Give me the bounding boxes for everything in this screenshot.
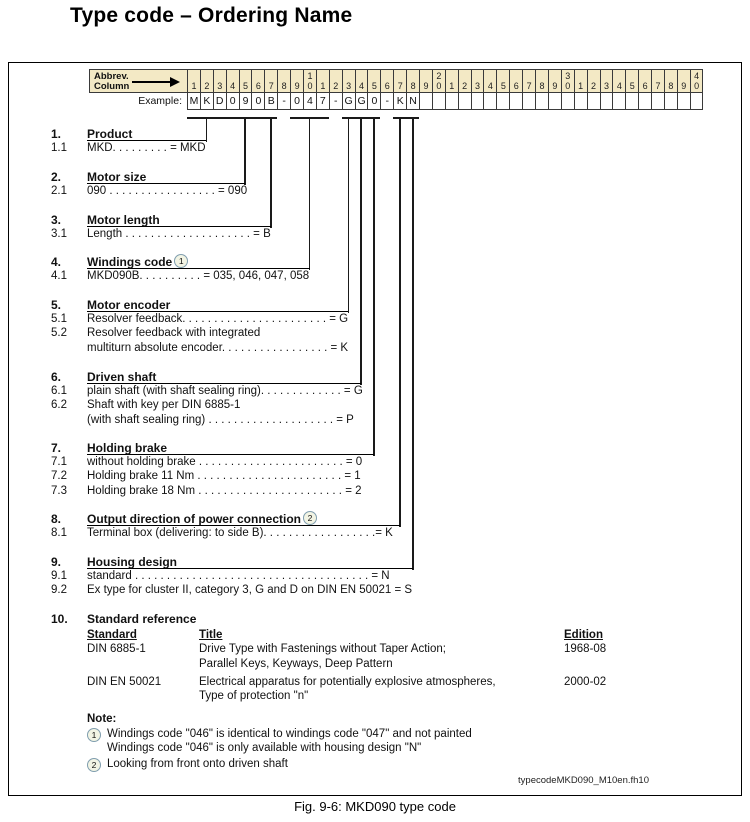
example-char-cell (612, 93, 625, 110)
example-char-cell: 4 (303, 93, 316, 110)
standard-title-line: Drive Type with Fastenings without Taper Action; (199, 643, 446, 656)
note-block (87, 713, 472, 771)
right-arrow-icon (132, 81, 172, 83)
example-char-cell (445, 93, 458, 110)
connector-line (412, 117, 414, 570)
standard-title (199, 675, 564, 704)
item-text (87, 398, 354, 427)
item-line: 090 . . . . . . . . . . . . . . . . . = 090 (87, 185, 248, 197)
section (51, 370, 363, 427)
item-text (87, 583, 412, 597)
item-text (87, 141, 206, 155)
connector-line (348, 117, 350, 313)
section-head (51, 127, 206, 141)
item-line: Holding brake 11 Nm . . . . . . . . . . . . . . . . . . . . . . . = 1 (87, 470, 361, 483)
example-char-cell: G (355, 93, 368, 110)
section-title: Output direction of power connection 2 (87, 512, 400, 526)
column-number-cell: 7 (393, 69, 406, 93)
note-ref-icon: 2 (303, 511, 317, 525)
column-number-cell: 3 (471, 69, 484, 93)
column-number-cell: 3 (342, 69, 355, 93)
item-text (87, 569, 390, 583)
section-title: Windings code 1 (87, 255, 310, 269)
list-item (51, 141, 206, 155)
example-char-cell: - (329, 93, 342, 110)
section-number: 2. (51, 170, 62, 184)
standard-name: DIN EN 50021 (87, 675, 162, 688)
column-number-cell: 6 (251, 69, 264, 93)
abbrev-column-label: Abbrev. Column (94, 71, 130, 92)
standard-title-line: Parallel Keys, Keyways, Deep Pattern (199, 657, 393, 670)
item-number: 5.1 (51, 313, 67, 325)
item-text (87, 455, 362, 469)
example-char-cell (483, 93, 496, 110)
note-marker-icon: 2 (87, 758, 101, 772)
section-head (51, 370, 363, 384)
item-line: Resolver feedback. . . . . . . . . . . . . . . . . . . . . . . = G (87, 313, 349, 325)
item-text (87, 269, 309, 283)
item-number: 2.1 (51, 185, 67, 197)
item-line: standard . . . . . . . . . . . . . . . . . . . . . . . . . . . . . . . . . . . . . = N (87, 570, 390, 582)
section-number: 6. (51, 370, 62, 384)
item-text (87, 312, 348, 326)
column-number-cell: 6 (509, 69, 522, 93)
example-char-cell (651, 93, 664, 110)
note-item (87, 757, 472, 771)
section (51, 170, 247, 198)
connector-line (399, 117, 401, 527)
example-char-cell: 0 (226, 93, 239, 110)
item-line: MKD. . . . . . . . . = MKD (87, 142, 206, 154)
item-line: multiturn absolute encoder. . . . . . . . . . . . . . . . . = K (87, 341, 349, 354)
section-number: 3. (51, 213, 62, 227)
item-line: (with shaft sealing ring) . . . . . . . . . . . . . . . . . . . . = P (87, 413, 354, 426)
example-char-cell (535, 93, 548, 110)
note-marker-icon: 1 (87, 728, 101, 742)
list-item (51, 184, 247, 198)
figure-box (8, 62, 742, 796)
section (51, 298, 348, 355)
column-number-cell: 7 (522, 69, 535, 93)
column-number-cell: 6 (380, 69, 393, 93)
item-line: MKD090B. . . . . . . . . . = 035, 046, 047, 058 (87, 270, 310, 282)
column-number-cell: 3 0 (561, 69, 574, 93)
example-char-cell: B (264, 93, 277, 110)
section-number: 4. (51, 255, 62, 269)
column-number-cell: 9 (419, 69, 432, 93)
item-number: 7.3 (51, 484, 67, 497)
list-item (51, 469, 374, 483)
standard-reference-section (51, 612, 606, 703)
column-number-cell: 8 (277, 69, 290, 93)
column-number-cell: 4 (483, 69, 496, 93)
column-number-cell: 9 (548, 69, 561, 93)
example-char-cell (561, 93, 574, 110)
note-item (87, 727, 472, 756)
column-number-cell: 4 0 (690, 69, 703, 93)
column-number-cell: 3 (600, 69, 613, 93)
example-char-cell: N (406, 93, 419, 110)
item-text (87, 184, 247, 198)
col-standard: Standard (87, 629, 137, 641)
column-number-cell: 8 (406, 69, 419, 93)
standards-row (87, 675, 606, 704)
standard-title-line: Electrical apparatus for potentially explosive atmospheres, (199, 675, 496, 688)
note-line: Windings code "046" is only available with housing design "N" (107, 742, 422, 755)
connector-line (309, 117, 311, 270)
section-head (51, 170, 247, 184)
example-char-cell (574, 93, 587, 110)
column-number-cell: 6 (638, 69, 651, 93)
column-number-cell: 1 (316, 69, 329, 93)
section (51, 441, 374, 498)
list-item (51, 398, 363, 427)
example-char-cell: 0 (290, 93, 303, 110)
figure-filename: typecodeMKD090_M10en.fh10 (518, 775, 649, 786)
column-number-cell: 9 (290, 69, 303, 93)
item-line: Length . . . . . . . . . . . . . . . . . . . . = B (87, 228, 271, 240)
column-number-cell: 2 (458, 69, 471, 93)
column-number-cell: 9 (677, 69, 690, 93)
column-number-cell: 8 (664, 69, 677, 93)
connector-line (270, 117, 272, 228)
column-number-cell: 5 (496, 69, 509, 93)
item-number: 6.2 (51, 399, 67, 412)
item-number: 9.2 (51, 584, 67, 597)
column-number-cell: 2 (587, 69, 600, 93)
example-row (89, 93, 703, 110)
standard-name: DIN 6885-1 (87, 643, 146, 656)
example-char-cell: 0 (251, 93, 264, 110)
example-char-cell: - (380, 93, 393, 110)
column-number-cell: 5 (367, 69, 380, 93)
example-label: Example: (89, 93, 187, 110)
item-number: 5.2 (51, 327, 67, 340)
section-title: Motor encoder (87, 298, 348, 312)
section-number: 8. (51, 512, 62, 526)
section-number: 5. (51, 298, 62, 312)
section-head (51, 255, 310, 269)
standard-edition: 2000-02 (564, 675, 607, 688)
note-line: Windings code "046" is identical to windings code "047" and not painted (107, 728, 472, 740)
item-number: 7.2 (51, 470, 67, 483)
example-char-cell: 0 (367, 93, 380, 110)
section-number: 1. (51, 127, 62, 141)
right-arrow-icon (170, 77, 180, 87)
example-char-cell (664, 93, 677, 110)
section (51, 512, 400, 540)
example-char-cell: G (342, 93, 355, 110)
example-char-cell (419, 93, 432, 110)
section-title: Motor size (87, 170, 245, 184)
item-line: plain shaft (with shaft sealing ring). . . . . . . . . . . . . = G (87, 385, 363, 397)
column-number-cell: 4 (612, 69, 625, 93)
example-char-cell (625, 93, 638, 110)
example-char-cell: K (393, 93, 406, 110)
section-title: Standard reference (87, 612, 197, 626)
example-char-cell (522, 93, 535, 110)
list-item (51, 227, 271, 241)
example-char-cell (471, 93, 484, 110)
section (51, 555, 413, 598)
column-number-cell: 2 (200, 69, 213, 93)
list-item (51, 583, 413, 597)
example-char-cell: M (187, 93, 200, 110)
example-char-cell (432, 93, 445, 110)
col-title: Title (199, 629, 223, 641)
section-title: Driven shaft (87, 370, 361, 384)
list-item (51, 312, 348, 326)
list-item (51, 526, 400, 540)
column-number-cell: 5 (239, 69, 252, 93)
section-title: Motor length (87, 213, 271, 227)
item-number: 7.1 (51, 456, 67, 468)
page-title: Type code – Ordering Name (70, 4, 353, 27)
column-number-cell: 4 (226, 69, 239, 93)
list-item (51, 455, 374, 469)
note-line: Looking from front onto driven shaft (107, 757, 288, 770)
section (51, 127, 206, 155)
section (51, 255, 310, 283)
column-number-row (89, 69, 703, 93)
section (51, 213, 271, 241)
item-text (87, 326, 348, 355)
item-line: Ex type for cluster II, category 3, G and D on DIN EN 50021 = S (87, 584, 413, 597)
column-number-cell: 1 (574, 69, 587, 93)
item-text (87, 484, 362, 498)
list-item (51, 384, 363, 398)
column-number-cell: 7 (264, 69, 277, 93)
section-title: Housing design (87, 555, 413, 569)
note-ref-icon: 1 (174, 254, 188, 268)
column-number-cell: 4 (355, 69, 368, 93)
section-head (51, 298, 348, 312)
example-char-cell: 7 (316, 93, 329, 110)
section-head (51, 213, 271, 227)
column-number-cell: 1 0 (303, 69, 316, 93)
example-char-cell (587, 93, 600, 110)
item-line: without holding brake . . . . . . . . . . . . . . . . . . . . . . . = 0 (87, 456, 363, 468)
standards-row (87, 642, 606, 671)
note-text (107, 757, 288, 771)
section-head (51, 512, 400, 526)
item-line: Resolver feedback with integrated (87, 327, 261, 340)
connector-line (360, 117, 362, 385)
item-text (87, 469, 361, 483)
example-char-cell (509, 93, 522, 110)
section-head (51, 555, 413, 569)
example-char-cell: D (213, 93, 226, 110)
section-number: 7. (51, 441, 62, 455)
item-line: Shaft with key per DIN 6885-1 (87, 399, 241, 412)
example-char-cell: - (277, 93, 290, 110)
standard-title (199, 642, 564, 671)
abbrev-column-label-cell (89, 69, 187, 93)
type-code-table (89, 69, 703, 110)
column-number-cell: 1 (187, 69, 200, 93)
standards-table (87, 628, 606, 703)
item-number: 1.1 (51, 142, 67, 154)
column-number-cell: 2 (329, 69, 342, 93)
item-text (87, 384, 363, 398)
column-number-cell: 2 0 (432, 69, 445, 93)
column-number-cell: 5 (625, 69, 638, 93)
item-line: Holding brake 18 Nm . . . . . . . . . . . . . . . . . . . . . . . = 2 (87, 484, 362, 497)
item-number: 3.1 (51, 228, 67, 240)
example-char-cell (638, 93, 651, 110)
item-line: Terminal box (delivering: to side B). . . . . . . . . . . . . . . . . .= K (87, 527, 393, 539)
item-number: 8.1 (51, 527, 67, 539)
example-char-cell (677, 93, 690, 110)
list-item (51, 269, 310, 283)
example-char-cell (548, 93, 561, 110)
example-char-cell (600, 93, 613, 110)
standard-edition: 1968-08 (564, 643, 607, 656)
item-text (87, 227, 271, 241)
item-number: 9.1 (51, 570, 67, 582)
section-number: 9. (51, 555, 62, 569)
col-edition: Edition (564, 629, 603, 641)
example-char-cell (496, 93, 509, 110)
column-number-cell: 1 (445, 69, 458, 93)
example-char-cell (458, 93, 471, 110)
column-number-cell: 8 (535, 69, 548, 93)
note-text (107, 727, 472, 756)
section-title: Product (87, 127, 206, 141)
standard-title-line: Type of protection "n" (199, 690, 309, 703)
note-label: Note: (87, 713, 117, 725)
section-title: Holding brake (87, 441, 374, 455)
section-head (51, 441, 374, 455)
item-number: 6.1 (51, 385, 67, 397)
connector-line (373, 117, 375, 456)
example-char-cell (690, 93, 703, 110)
column-number-cell: 3 (213, 69, 226, 93)
list-item (51, 326, 348, 355)
column-number-cell: 7 (651, 69, 664, 93)
standards-table-header (87, 628, 606, 642)
list-item (51, 569, 413, 583)
figure-caption: Fig. 9-6: MKD090 type code (294, 799, 456, 814)
section-number: 10. (51, 612, 68, 626)
item-text (87, 526, 393, 540)
example-char-cell: 9 (239, 93, 252, 110)
example-char-cell: K (200, 93, 213, 110)
item-number: 4.1 (51, 270, 67, 282)
list-item (51, 484, 374, 498)
